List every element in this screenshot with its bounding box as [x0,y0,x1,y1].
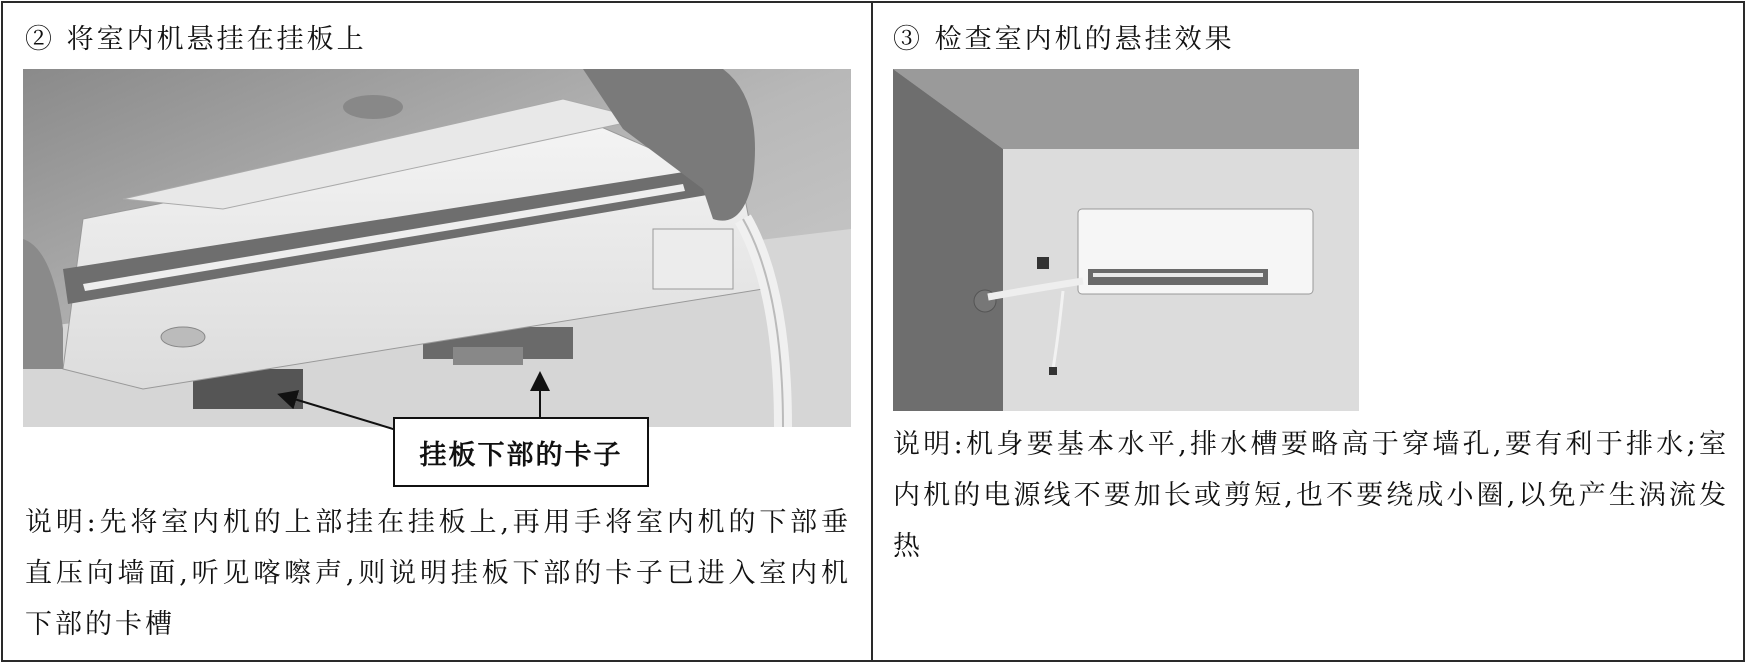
step-3-cell [873,3,1747,660]
step-3-description: 说明:机身要基本水平,排水槽要略高于穿墙孔,要有利于排水;室内机的电源线不要加长或剪短,也不要绕成小圈,以免产生涡流发热 [893,429,1729,562]
step-2-description: 说明:先将室内机的上部挂在挂板上,再用手将室内机的下部垂直压向墙面,听见喀嚓声,则说明挂板下部的卡子已进入室内机下部的卡槽 [25,507,851,640]
clip-callout-label: 挂板下部的卡子 [393,417,649,487]
instruction-table [1,1,1745,662]
step-2-title: ② 将室内机悬挂在挂板上 [25,24,367,55]
photo-hanging-indoor-unit [23,69,851,427]
photo-mounted-indoor-unit [893,69,1359,411]
step-3-title: ③ 检查室内机的悬挂效果 [893,24,1235,55]
step-2-cell [3,3,871,660]
